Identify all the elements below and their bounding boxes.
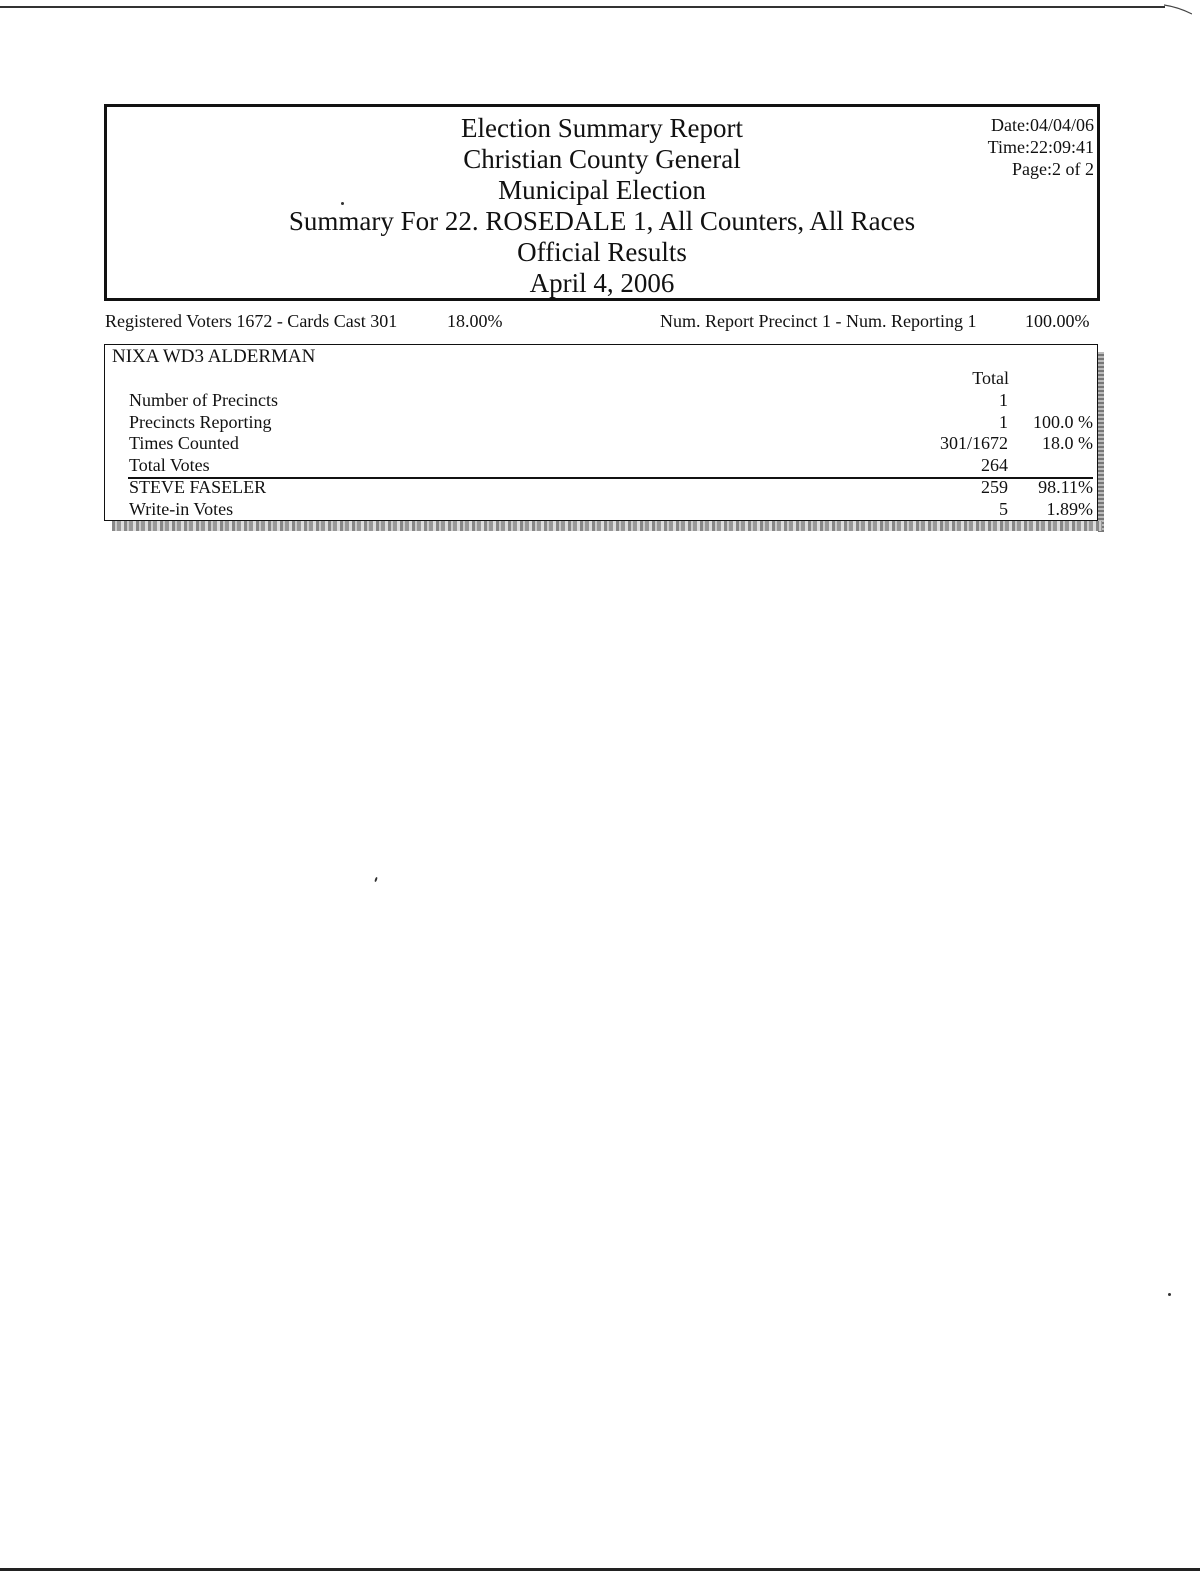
- scan-corner-mark: [1164, 2, 1192, 16]
- candidate-percent: 98.11%: [1038, 477, 1093, 497]
- report-election: Municipal Election: [498, 175, 706, 205]
- stat-value: 1: [999, 390, 1008, 410]
- scan-edge-bottom: [0, 1568, 1200, 1571]
- scan-edge-top: [0, 6, 1165, 8]
- reporting-percent: 100.00%: [1025, 311, 1090, 331]
- candidate-percent: 1.89%: [1046, 499, 1093, 519]
- stat-row: [129, 412, 1093, 434]
- stat-value: 1: [999, 412, 1008, 432]
- meta-date: Date:04/04/06: [991, 115, 1094, 135]
- registered-voters: Registered Voters 1672 - Cards Cast 301: [105, 311, 398, 331]
- candidate-name: STEVE FASELER: [129, 477, 267, 497]
- stat-label: Total Votes: [129, 455, 210, 475]
- total-column-header: Total: [972, 368, 1009, 388]
- report-date: April 4, 2006: [529, 268, 675, 298]
- meta-page: Page:2 of 2: [1012, 159, 1094, 179]
- report-header: [104, 104, 1100, 301]
- meta-time: Time:22:09:41: [987, 137, 1094, 157]
- scan-speck: [374, 877, 378, 882]
- stat-row: [129, 433, 1093, 455]
- stat-row: [129, 455, 1093, 477]
- stat-value: 301/1672: [939, 433, 1008, 453]
- precincts-reporting-summary: Num. Report Precinct 1 - Num. Reporting 1: [660, 311, 977, 331]
- stat-value: 264: [981, 455, 1008, 475]
- report-county: Christian County General: [463, 144, 741, 174]
- report-scope: Summary For 22. ROSEDALE 1, All Counters, All Races: [288, 206, 916, 236]
- stat-percent: 18.0 %: [1042, 433, 1093, 453]
- race-title: NIXA WD3 ALDERMAN: [112, 346, 316, 367]
- report-status: Official Results: [517, 237, 687, 267]
- stat-label: Times Counted: [129, 433, 239, 453]
- stat-label: Number of Precincts: [129, 390, 278, 410]
- stat-percent: 100.0 %: [1033, 412, 1093, 432]
- report-meta: [988, 114, 1094, 180]
- candidate-name: Write-in Votes: [129, 499, 234, 519]
- candidate-votes: 259: [981, 477, 1008, 497]
- race-box-shadow: [1098, 352, 1104, 532]
- report-title-block: [107, 113, 1097, 299]
- candidate-row: [129, 499, 1093, 521]
- race-results: [104, 344, 1098, 521]
- candidate-votes: 5: [999, 499, 1008, 519]
- race-box-shadow: [112, 521, 1102, 531]
- report-title: Election Summary Report: [461, 113, 743, 143]
- stat-label: Precincts Reporting: [129, 412, 272, 432]
- scan-speck: [1168, 1293, 1171, 1296]
- cards-cast-percent: 18.00%: [447, 311, 503, 331]
- stat-row: [129, 390, 1093, 412]
- candidate-row: [129, 477, 1093, 499]
